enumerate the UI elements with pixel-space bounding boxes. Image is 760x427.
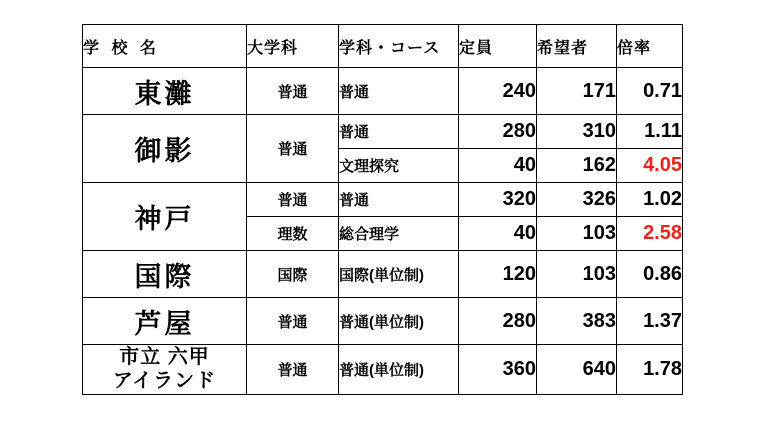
header-course: 学科・コース [339,25,459,68]
table-row [83,68,683,115]
cell-department: 国際 [247,251,339,298]
cell-capacity: 40 [459,217,537,251]
cell-course: 普通 [339,68,459,115]
cell-department: 普通 [247,298,339,345]
school-name-line1: 御影 [134,136,195,166]
school-name-line1: 東灘 [134,78,195,109]
cell-applicants: 103 [537,217,617,251]
applicant-ratio-table [82,24,683,395]
cell-applicants: 383 [537,298,617,345]
school-name-line2: アイランド [112,370,217,393]
cell-rate: 4.05 [617,149,683,183]
cell-applicants: 171 [537,68,617,115]
table-row [83,183,683,217]
header-rate: 倍率 [617,25,683,68]
cell-school-name [83,183,247,251]
school-name-line1: 芦屋 [134,308,195,339]
header-applicants: 希望者 [537,25,617,68]
cell-course: 普通(単位制) [339,298,459,345]
cell-course: 総合理学 [339,217,459,251]
cell-course: 国際(単位制) [339,251,459,298]
cell-applicants: 640 [537,345,617,395]
cell-capacity: 40 [459,149,537,183]
cell-capacity: 320 [459,183,537,217]
cell-department: 理数 [247,217,339,251]
school-name-line1: 市立 六甲 [119,346,210,368]
cell-rate: 1.02 [617,183,683,217]
cell-department: 普通 [247,68,339,115]
table-row [83,115,683,149]
cell-course: 普通(単位制) [339,345,459,395]
cell-department: 普通 [247,345,339,395]
school-name-line1: 神戸 [134,204,195,234]
cell-applicants: 103 [537,251,617,298]
table-row [83,298,683,345]
header-dept: 大学科 [247,25,339,68]
school-name-line1: 国際 [134,261,195,292]
cell-applicants: 310 [537,115,617,149]
cell-school-name [83,298,247,345]
cell-capacity: 360 [459,345,537,395]
cell-rate: 1.37 [617,298,683,345]
table-header-row [83,25,683,68]
cell-applicants: 326 [537,183,617,217]
table-row [83,345,683,395]
table-container [82,24,682,395]
cell-school-name [83,345,247,395]
cell-department: 普通 [247,115,339,183]
header-capacity: 定員 [459,25,537,68]
cell-capacity: 280 [459,298,537,345]
cell-rate: 0.86 [617,251,683,298]
cell-school-name [83,251,247,298]
cell-rate: 2.58 [617,217,683,251]
cell-course: 普通 [339,115,459,149]
cell-rate: 1.11 [617,115,683,149]
cell-course: 文理探究 [339,149,459,183]
cell-course: 普通 [339,183,459,217]
header-school: 学 校 名 [83,25,247,68]
table-row [83,251,683,298]
cell-department: 普通 [247,183,339,217]
cell-rate: 1.78 [617,345,683,395]
cell-capacity: 240 [459,68,537,115]
cell-capacity: 280 [459,115,537,149]
cell-applicants: 162 [537,149,617,183]
cell-school-name [83,68,247,115]
cell-rate: 0.71 [617,68,683,115]
table-body [83,25,683,395]
cell-capacity: 120 [459,251,537,298]
cell-school-name [83,115,247,183]
